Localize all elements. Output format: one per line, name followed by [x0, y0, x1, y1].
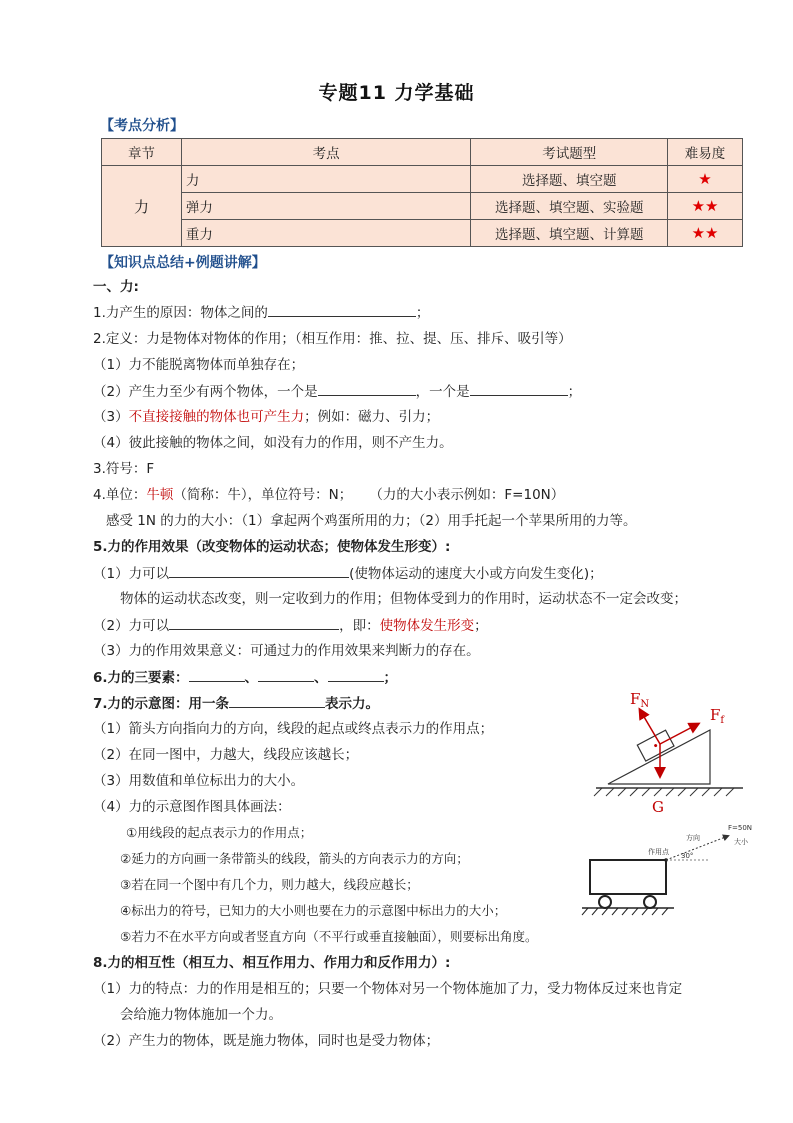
text-line: （1）力不能脱离物体而单独存在； [93, 357, 305, 373]
cart-wheel [599, 896, 611, 908]
ground-hatch [594, 788, 734, 796]
text: （3） [93, 409, 129, 425]
text-line [93, 407, 439, 427]
type-cell: 选择题、填空题 [471, 166, 668, 193]
table-row [102, 220, 743, 247]
difficulty-stars: ★★ [668, 220, 743, 247]
header-type: 考试题型 [471, 139, 668, 166]
text: 1.力产生的原因：物体之间的 [93, 305, 268, 321]
text-line: （1）力的特点：力的作用是相互的；只要一个物体对另一个物体施加了力，受力物体反过来也肯定 [93, 981, 683, 997]
cart-force-diagram [578, 818, 763, 926]
text: ； [567, 384, 582, 400]
text-line: （2）在同一图中，力越大，线段应该越长； [93, 747, 359, 763]
text-line: （1）箭头方向指向力的方向，线段的起点或终点表示力的作用点； [93, 721, 494, 737]
label-g: G [652, 798, 664, 816]
type-cell: 选择题、填空题、实验题 [471, 193, 668, 220]
table-header-row [102, 139, 743, 166]
type-cell: 选择题、填空题、计算题 [471, 220, 668, 247]
text: ，即： [339, 618, 380, 634]
block [637, 730, 674, 761]
text-line: （3）力的作用效果意义：可通过力的作用效果来判断力的存在。 [93, 643, 480, 659]
header-difficulty: 难易度 [668, 139, 743, 166]
label-point: 作用点 [648, 848, 669, 856]
text-line: （2）产生力的物体，既是施力物体，同时也是受力物体； [93, 1033, 440, 1049]
text-line [93, 485, 564, 505]
highlight-text: 使物体发生形变 [379, 618, 475, 634]
fill-blank [229, 693, 325, 708]
heading-effect: 5.力的作用效果（改变物体的运动状态；使物体发生形变）: [93, 539, 451, 555]
text-line [93, 381, 581, 402]
text-line: 3.符号：F [93, 461, 155, 477]
highlight-text: 牛顿 [146, 487, 174, 503]
text: 、 [314, 670, 328, 686]
fill-blank [328, 667, 384, 682]
exam-point-table [101, 138, 743, 247]
heading-mutual: 8.力的相互性（相互力、相互作用力、作用力和反作用力）: [93, 955, 451, 971]
text-line: 感受 1N 的力的大小：（1）拿起两个鸡蛋所用的力；（2）用手托起一个苹果所用的力等。 [106, 513, 637, 529]
cart-ground-hatch [582, 908, 668, 915]
text: 7.力的示意图：用一条 [93, 696, 230, 712]
text-line [93, 615, 488, 636]
text: 4.单位： [93, 487, 147, 503]
fill-blank [189, 667, 245, 682]
text-line: ⑤若力不在水平方向或者竖直方向（不平行或垂直接触面），则要标出角度。 [120, 929, 538, 944]
point-cell: 重力 [181, 220, 470, 247]
incline-force-diagram [588, 688, 748, 818]
text-line: 会给施力物体施加一个力。 [120, 1007, 282, 1023]
text-line: 2.定义：力是物体对物体的作用；（相互作用：推、拉、提、压、排斥、吸引等） [93, 331, 572, 347]
text: ； [383, 670, 398, 686]
header-chapter: 章节 [102, 139, 182, 166]
text-line: （4）力的示意图作图具体画法： [93, 799, 291, 815]
text-line: ①用线段的起点表示力的作用点； [126, 825, 313, 840]
point-cell: 弹力 [181, 193, 470, 220]
text-line: ②延力的方向画一条带箭头的线段，箭头的方向表示力的方向； [120, 851, 469, 866]
text-line: ③若在同一个图中有几个力，则力越大，线段应越长； [120, 877, 419, 892]
text: （简称：牛），单位符号：N； （力的大小表示例如：F=10N） [173, 487, 565, 503]
fill-blank [169, 563, 349, 578]
fill-blank [470, 381, 568, 396]
text-line [93, 302, 429, 323]
text: ，一个是 [415, 384, 470, 400]
label-direction: 方向 [686, 834, 700, 842]
label-fn: $F_N$ [630, 690, 650, 710]
text: （2）产生力至少有两个物体，一个是 [93, 384, 318, 400]
text: （2）力可以 [93, 618, 170, 634]
section-exam-analysis: 【考点分析】 [100, 118, 184, 134]
label-force: F=50N [728, 824, 753, 832]
text: ； [415, 305, 430, 321]
text-line: （4）彼此接触的物体之间，如没有力的作用，则不产生力。 [93, 435, 453, 451]
text-line: ④标出力的符号，已知力的大小则也要在力的示意图中标出力的大小； [120, 903, 507, 918]
table-row [102, 193, 743, 220]
fill-blank [268, 302, 416, 317]
fill-blank [258, 667, 314, 682]
cart-wheel [644, 896, 656, 908]
difficulty-stars: ★ [668, 166, 743, 193]
label-size: 大小 [734, 838, 748, 846]
fill-blank [318, 381, 416, 396]
text-line [93, 563, 603, 584]
difficulty-stars: ★★ [668, 193, 743, 220]
text-line [93, 667, 397, 688]
section-knowledge-summary: 【知识点总结+例题讲解】 [100, 255, 266, 271]
chapter-cell: 力 [102, 166, 182, 247]
text: (使物体运动的速度大小或方向发生变化)； [349, 566, 603, 582]
text: 6.力的三要素： [93, 670, 189, 686]
text: ；例如：磁力、引力； [304, 409, 440, 425]
text-line [93, 693, 379, 714]
text: （1）力可以 [93, 566, 170, 582]
table-row [102, 166, 743, 193]
cart-body [590, 860, 666, 894]
page-title: 专题11 力学基础 [318, 82, 475, 104]
header-point: 考点 [181, 139, 470, 166]
label-angle: 30° [681, 852, 694, 860]
point-cell: 力 [181, 166, 470, 193]
text: ； [474, 618, 488, 634]
label-ff: $F_f$ [710, 706, 725, 726]
text: 、 [244, 670, 259, 686]
text-line: 物体的运动状态改变，则一定收到力的作用；但物体受到力的作用时，运动状态不一定会改变； [120, 591, 687, 607]
text: 表示力。 [325, 696, 380, 712]
heading-force: 一、力: [93, 279, 139, 295]
text-line: （3）用数值和单位标出力的大小。 [93, 773, 305, 789]
fill-blank [169, 615, 339, 630]
highlight-text: 不直接接触的物体也可产生力 [128, 409, 305, 425]
